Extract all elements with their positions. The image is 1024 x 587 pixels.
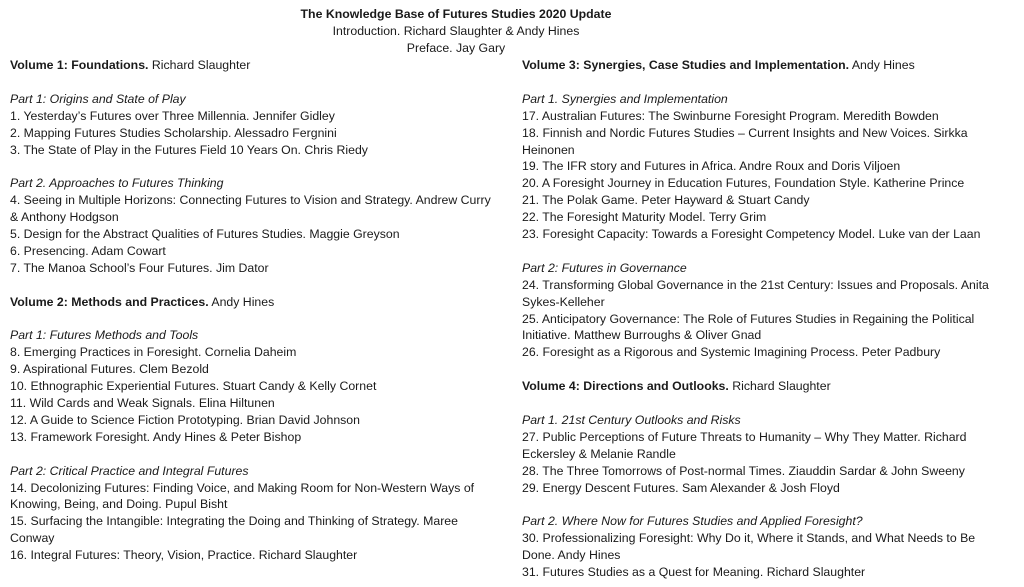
part-heading: Part 1: Origins and State of Play: [10, 91, 186, 106]
volume-editor: Richard Slaughter: [728, 379, 831, 394]
introduction-line: Introduction. Richard Slaughter & Andy Hines: [332, 23, 580, 38]
chapter-item: 3. The State of Play in the Futures Field 10 Years On. Chris Riedy: [10, 142, 368, 157]
chapter-item: 15. Surfacing the Intangible: Integrating the Doing and Thinking of Strategy. Maree Conway: [10, 514, 458, 546]
chapter-item: 6. Presencing. Adam Cowart: [10, 243, 166, 258]
volume-editor: Andy Hines: [849, 58, 915, 72]
chapter-item: 13. Framework Foresight. Andy Hines & Peter Bishop: [10, 429, 302, 444]
chapter-item: 20. A Foresight Journey in Education Futures, Foundation Style. Katherine Prince: [522, 176, 965, 191]
volume-4-heading: [522, 378, 1002, 395]
volume-title: Volume 4: Directions and Outlooks.: [522, 379, 729, 394]
volume-title: Volume 2: Methods and Practices.: [10, 294, 209, 309]
chapter-item: 18. Finnish and Nordic Futures Studies – Current Insights and New Voices. Sirkka Heinonen: [522, 125, 968, 157]
volume-2-heading: [10, 294, 500, 311]
chapter-item: 4. Seeing in Multiple Horizons: Connecting Futures to Vision and Strategy. Andrew Curry & Anthony Hodgson: [10, 193, 491, 225]
chapter-item: 12. A Guide to Science Fiction Prototyping. Brian David Johnson: [10, 412, 360, 427]
chapter-item: 8. Emerging Practices in Foresight. Cornelia Daheim: [10, 345, 297, 360]
part-heading: Part 1. 21st Century Outlooks and Risks: [522, 412, 741, 427]
volume-editor: Andy Hines: [208, 294, 275, 309]
part-heading: Part 2. Approaches to Futures Thinking: [10, 176, 224, 191]
chapter-item: 16. Integral Futures: Theory, Vision, Practice. Richard Slaughter: [10, 548, 358, 563]
chapter-item: 7. The Manoa School’s Four Futures. Jim Dator: [10, 260, 269, 275]
part-heading: Part 1. Synergies and Implementation: [522, 91, 728, 106]
chapter-item: 30. Professionalizing Foresight: Why Do it, Where it Stands, and What Needs to Be Done. Andy Hines: [522, 531, 976, 563]
chapter-item: 10. Ethnographic Experiential Futures. Stuart Candy & Kelly Cornet: [10, 379, 377, 394]
document-title: The Knowledge Base of Futures Studies 2020 Update: [300, 7, 612, 21]
part-heading: Part 2: Futures in Governance: [522, 260, 687, 275]
right-column: [522, 57, 1002, 581]
document-header: [0, 6, 912, 57]
chapter-item: 24. Transforming Global Governance in the 21st Century: Issues and Proposals. Anita Sykes-Kelleher: [522, 277, 989, 309]
chapter-item: 9. Aspirational Futures. Clem Bezold: [10, 362, 209, 377]
chapter-item: 31. Futures Studies as a Quest for Meaning. Richard Slaughter: [522, 565, 866, 580]
chapter-item: 27. Public Perceptions of Future Threats to Humanity – Why They Matter. Richard Eckersley & Melanie Randle: [522, 429, 967, 461]
volume-title: Volume 1: Foundations.: [10, 58, 149, 72]
part-heading: Part 2. Where Now for Futures Studies and Applied Foresight?: [522, 514, 863, 529]
chapter-item: 22. The Foresight Maturity Model. Terry Grim: [522, 210, 767, 225]
chapter-item: 25. Anticipatory Governance: The Role of Futures Studies in Regaining the Political Initiative. Matthew Burroughs & Oliver Gnad: [522, 311, 975, 343]
preface-line: Preface. Jay Gary: [406, 40, 506, 55]
chapter-item: 26. Foresight as a Rigorous and Systemic Imagining Process. Peter Padbury: [522, 345, 941, 360]
volume-3-heading: [522, 57, 1002, 74]
volume-title: Volume 3: Synergies, Case Studies and Implementation.: [522, 58, 850, 72]
chapter-item: 14. Decolonizing Futures: Finding Voice, and Making Room for Non-Western Ways of Knowing, Being, and Doing. Pupul Bisht: [10, 480, 475, 512]
chapter-item: 29. Energy Descent Futures. Sam Alexander & Josh Floyd: [522, 480, 840, 495]
chapter-item: 2. Mapping Futures Studies Scholarship. Alessadro Fergnini: [10, 125, 337, 140]
volume-editor: Richard Slaughter: [148, 58, 251, 72]
chapter-item: 21. The Polak Game. Peter Hayward & Stuart Candy: [522, 193, 810, 208]
chapter-item: 11. Wild Cards and Weak Signals. Elina Hiltunen: [10, 396, 275, 411]
chapter-item: 1. Yesterday’s Futures over Three Millennia. Jennifer Gidley: [10, 108, 335, 123]
left-column: [10, 57, 500, 564]
chapter-item: 19. The IFR story and Futures in Africa. Andre Roux and Doris Viljoen: [522, 159, 901, 174]
part-heading: Part 2: Critical Practice and Integral Futures: [10, 463, 249, 478]
chapter-item: 17. Australian Futures: The Swinburne Foresight Program. Meredith Bowden: [522, 108, 939, 123]
chapter-item: 5. Design for the Abstract Qualities of Futures Studies. Maggie Greyson: [10, 227, 400, 242]
part-heading: Part 1: Futures Methods and Tools: [10, 328, 199, 343]
volume-1-heading: [10, 57, 500, 74]
chapter-item: 23. Foresight Capacity: Towards a Foresight Competency Model. Luke van der Laan: [522, 227, 981, 242]
chapter-item: 28. The Three Tomorrows of Post-normal Times. Ziauddin Sardar & John Sweeny: [522, 463, 965, 478]
